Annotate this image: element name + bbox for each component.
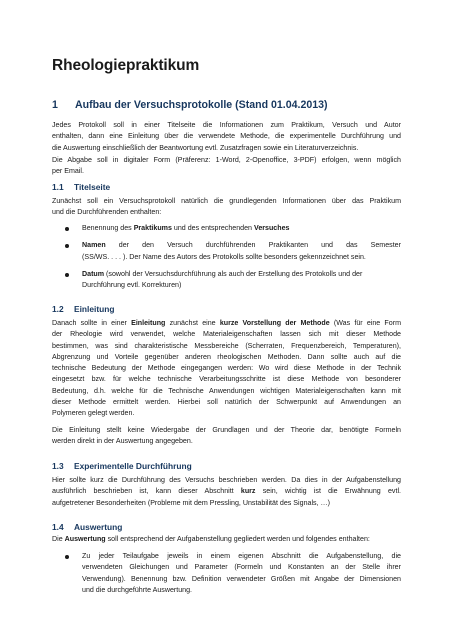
text-run: Die — [52, 535, 65, 543]
list-item — [52, 551, 401, 596]
section-title: Einleitung — [74, 304, 115, 314]
section-1-2-paragraph-2 — [52, 425, 401, 448]
section-title: Titelseite — [74, 182, 111, 192]
text-line: (SS/WS. . . . ). Der Name des Autors des Protokolls sollte besonders gekennzeichnet sein. — [82, 252, 366, 261]
text-line: Jedes Protokoll soll in einer Titelseite die Informationen zum Praktikum, Versuch und Autor — [52, 121, 401, 129]
bullet-dot-icon — [65, 227, 69, 231]
bullet-text-bold: Namen — [82, 241, 106, 250]
text-line: werden direkt in der Auswertung angegeben. — [52, 437, 193, 446]
text-line: technische Bedeutung der Methode eingegangen werden: Wo wird diese Methode in der Technik — [52, 364, 401, 373]
section-number: 1 — [52, 99, 58, 111]
section-1-paragraph-2 — [52, 155, 401, 178]
text-line: per Email. — [52, 167, 84, 176]
bullet-dot-icon — [65, 273, 69, 277]
text-line: eingesetzt bzw. für welche technische Verarbeitungsschritte ist diese Methode von besonderer — [52, 375, 401, 384]
text-line — [52, 318, 401, 329]
text-line: die Auswertung einschließlich der Beantwortung evtl. Zusatzfragen sowie ein Literaturverzeichnis. — [52, 143, 359, 152]
text-run: (Was für eine Form — [329, 319, 401, 327]
evaluation-bullet-list — [52, 551, 401, 596]
section-1-1-heading — [52, 182, 110, 192]
section-1-paragraph-1 — [52, 120, 401, 154]
text-line: der Rheologie wird verwendet, welche Materialeigenschaften lassen sich mit dieser Methode — [52, 330, 401, 339]
section-1-3-paragraph — [52, 475, 401, 509]
section-1-4-heading — [52, 522, 122, 532]
text-run: soll entsprechend der Aufgabenstellung gegliedert werden und folgendes enthalten: — [105, 535, 370, 543]
text-line: und die durchgeführte Auswertung. — [82, 585, 193, 594]
text-line — [52, 534, 401, 545]
text-run: sein, wichtig ist die Erwähnung evtl. — [255, 487, 401, 496]
text-run: ausführlich beschrieben ist, kann dieser Abschnitt — [52, 487, 241, 496]
text-line: Hier sollte kurz die Durchführung des Versuchs beschrieben werden. Da dies in der Aufgabenstellung — [52, 476, 401, 484]
text-line: Zu jeder Teilaufgabe jeweils in einem eigenen Abschnitt die Aufgabenstellung, die — [82, 552, 401, 560]
bullet-text: der den Versuch durchführenden Praktikanten und das Semester — [105, 241, 401, 250]
list-item — [52, 269, 401, 292]
text-line: Die Abgabe soll in digitaler Form (Präferenz: 1-Word, 2-Openoffice, 3-PDF) erfolgen, wenn möglich — [52, 156, 401, 164]
text-run: Danach sollte in einer — [52, 319, 132, 327]
bullet-text: Benennung des — [82, 224, 134, 232]
list-item — [52, 240, 401, 263]
section-title: Experimentelle Durchführung — [74, 461, 192, 471]
document-title: Rheologiepraktikum — [52, 57, 200, 74]
text-line: Polymeren gelegt werden. — [52, 409, 135, 418]
text-line: bestimmen, was sind charakteristische Messbereiche (Scherraten, Frequenzbereich, Temperaturen), — [52, 341, 401, 350]
text-line: Die Einleitung stellt keine Wiedergabe der Grundlagen und der Theorie dar, benötigte Formeln — [52, 426, 401, 434]
text-line: dieser Methode ermittelt werden. Hierbei soll natürlich der Schwerpunkt auf Anwendungen an — [52, 398, 401, 407]
text-line — [82, 240, 401, 251]
list-item — [52, 223, 401, 234]
section-1-2-heading — [52, 304, 114, 314]
section-1-1-intro — [52, 196, 401, 219]
text-line: enthalten, dann eine Einleitung über die verwendete Methode, die experimentelle Durchführung und — [52, 132, 401, 141]
section-title: Auswertung — [74, 522, 123, 532]
section-1-3-heading — [52, 461, 192, 471]
section-number: 1.1 — [52, 182, 64, 192]
text-line: Durchführung evtl. Korrekturen) — [82, 281, 182, 290]
section-1-heading — [52, 99, 328, 111]
section-title: Aufbau der Versuchsprotokolle (Stand 01.04.2013) — [75, 99, 328, 111]
bullet-text: und des entsprechenden — [171, 224, 254, 232]
text-run-bold: Auswertung — [64, 535, 106, 543]
bullet-dot-icon — [65, 244, 69, 248]
text-line — [82, 269, 401, 280]
text-line: aufgetretener Besonderheiten (Probleme mit dem Pressling, Unstabilität des Signals, …) — [52, 498, 330, 507]
text-line: verwendeten Gleichungen und Parameter (Formeln und Konstanten an der Stelle ihrer — [82, 563, 401, 572]
text-line: Verwendung). Benennung bzw. Definition verwendeter Größen mit Angabe der Dimensionen — [82, 574, 401, 583]
text-run-bold: Einleitung — [131, 319, 166, 327]
title-page-bullet-list — [52, 223, 401, 291]
text-run-bold: kurz — [240, 487, 256, 496]
text-run: zunächst eine — [165, 319, 220, 327]
text-line: Bedeutung, d.h. welche für die Technische Anwendungen wichtigen Materialeigenschaften kann mit — [52, 386, 401, 395]
bullet-text-bold: Praktikums — [133, 224, 172, 232]
section-1-2-paragraph-1 — [52, 318, 401, 420]
bullet-dot-icon — [65, 555, 69, 559]
section-number: 1.3 — [52, 461, 64, 471]
section-1-4-intro — [52, 534, 401, 545]
section-number: 1.4 — [52, 522, 64, 532]
bullet-text: (sowohl der Versuchsdurchführung als auch der Erstellung des Protokolls und der — [104, 269, 363, 278]
bullet-text-bold: Datum — [82, 269, 105, 278]
text-line: Abgrenzung und Vorteile gegenüber anderen rheologischen Methoden. Dann sollte auch auf die — [52, 352, 401, 361]
text-run-bold: kurze Vorstellung der Methode — [219, 319, 330, 327]
section-number: 1.2 — [52, 304, 64, 314]
bullet-text-bold: Versuches — [253, 224, 290, 232]
text-line: und die Durchführenden enthalten: — [52, 208, 162, 217]
text-line: Zunächst soll ein Versuchsprotokoll natürlich die grundlegenden Informationen über das Praktikum — [52, 197, 401, 205]
text-line — [52, 486, 401, 497]
